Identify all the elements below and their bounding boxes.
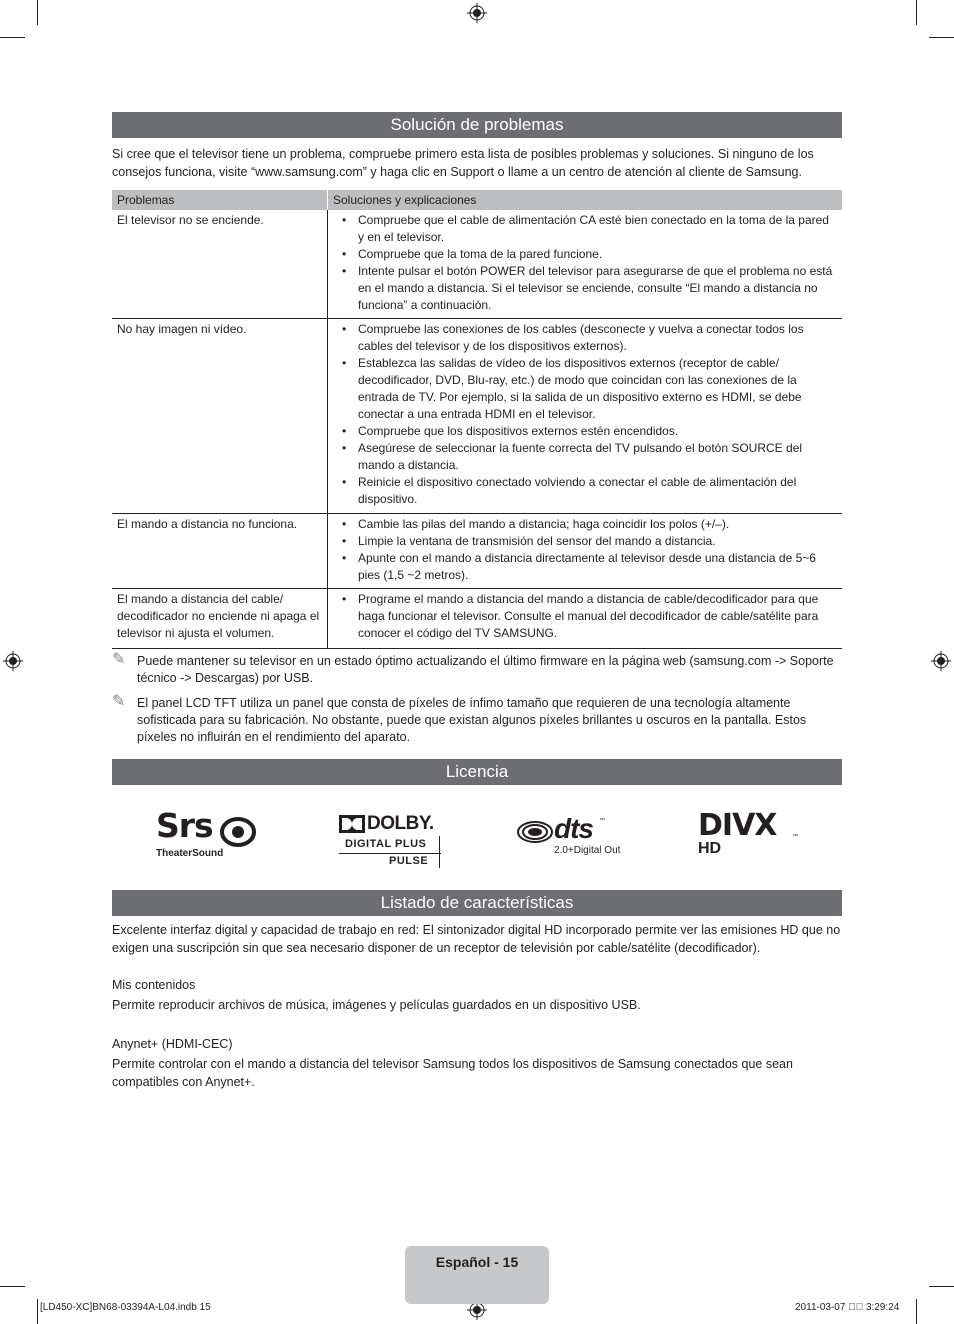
solutions-cell [328, 589, 843, 649]
solution-item: • Apunte con el mando a distancia directamente al televisor desde una distancia de 5~6 pies (1,5 ~2 metros). [333, 550, 837, 584]
crop-mark [37, 1299, 38, 1324]
crop-mark [929, 37, 954, 38]
troubleshooting-table [112, 190, 842, 649]
table-row [112, 210, 842, 319]
divx-hd-logo [698, 808, 802, 860]
troubleshooting-intro: Si cree que el televisor tiene un problema, compruebe primero esta lista de posibles problemas y soluciones. Si ninguno de los consejos funciona, visite “www.samsung.com” y haga clic en Support o llame a un centro de atención al cliente de Samsung. [112, 147, 814, 179]
section-title-features: Listado de características [112, 890, 842, 916]
dolby-logo-line2: PULSE [389, 855, 429, 867]
dts-tm: ™ [599, 818, 605, 824]
table-header-solutions: Soluciones y explicaciones [328, 190, 843, 210]
solution-item: • Programe el mando a distancia del mando a distancia de cable/decodificador para que haga funcionar el televisor. Consulte el manual del decodificador de cable/satélite para conocer el código del TV SAMSUNG. [333, 591, 837, 642]
feature-title: Mis contenidos [112, 978, 196, 992]
feature-text: Permite controlar con el mando a distancia del televisor Samsung todos los dispositivos de Samsung conectados que sean compatibles con Anynet+. [112, 1057, 793, 1089]
section-title-license: Licencia [112, 759, 842, 785]
note-text: El panel LCD TFT utiliza un panel que consta de píxeles de ínfimo tamaño que requieren de una tecnología altamente sofisticada para su fabricación. No obstante, puede que existan algunos píxeles brillantes u oscuros en la pantalla. Estos píxeles no influirán en el rendimiento del aparato. [137, 696, 807, 744]
pencil-note-icon: ✎ [112, 693, 126, 710]
feature-text: Permite reproducir archivos de música, imágenes y películas guardados en un dispositivo USB. [112, 998, 641, 1012]
table-row [112, 319, 842, 514]
table-row [112, 589, 842, 649]
dts-logo-sub: 2.0+Digital Out [554, 845, 621, 856]
solutions-cell [328, 319, 843, 514]
crop-mark [916, 1299, 917, 1324]
srs-logo-sub: TheaterSound [156, 848, 224, 859]
registration-mark-icon [931, 651, 951, 671]
registration-mark-icon [467, 3, 487, 23]
dts-logo-mark: dts [554, 813, 593, 844]
problem-cell: No hay imagen ni vídeo. [112, 319, 328, 514]
note-text: Puede mantener su televisor en un estado óptimo actualizando el último firmware en la página web (samsung.com -> Soporte técnico -> Descargas) por USB. [137, 654, 834, 685]
dolby-divider [439, 836, 440, 868]
dolby-logo-line1: DIGITAL PLUS [345, 838, 427, 850]
solutions-cell [328, 514, 843, 589]
solution-item: • Compruebe que los dispositivos externos estén encendidos. [333, 423, 837, 440]
srs-eye-icon [220, 817, 256, 847]
problem-cell: El mando a distancia no funciona. [112, 514, 328, 589]
solution-item: • Asegúrese de seleccionar la fuente correcta del TV pulsando el botón SOURCE del mando a distancia. [333, 440, 837, 474]
print-slug-right: 2011-03-07 ￿￿ 3:29:24 [795, 1302, 900, 1313]
dolby-double-d-icon [339, 815, 365, 833]
note [112, 653, 842, 687]
print-slug-left: [LD450-XC]BN68-03394A-L04.indb 15 [40, 1302, 211, 1313]
crop-mark [0, 1286, 25, 1287]
solutions-cell [328, 210, 843, 319]
table-header-problems: Problemas [112, 190, 328, 210]
srs-theatersound-logo [156, 806, 266, 864]
solution-item: • Establezca las salidas de vídeo de los dispositivos externos (receptor de cable/ decodificador, DVD, Blu-ray, etc.) de modo que coincidan con las conexiones de la entrada de TV. Por ejemplo, si la salida de un dispositivo externo es HDMI, se debe conectar a una entrada HDMI en el televisor. [333, 355, 837, 423]
dolby-logo-mark: DOLBY. [367, 813, 434, 834]
table-row [112, 514, 842, 589]
feature-title: Anynet+ (HDMI-CEC) [112, 1037, 233, 1051]
crop-mark [0, 37, 25, 38]
problem-cell: El mando a distancia del cable/ decodificador no enciende ni apaga el televisor ni ajusta el volumen. [112, 589, 328, 649]
solution-item: • Limpie la ventana de transmisión del sensor del mando a distancia. [333, 533, 837, 550]
features-intro: Excelente interfaz digital y capacidad de trabajo en red: El sintonizador digital HD incorporado permite ver las emisiones HD que no exigen una suscripción sin que sea necesario disponer de un receptor de televisión por cable/satélite (decodificador). [112, 923, 841, 955]
dolby-digital-plus-logo [339, 814, 443, 870]
solution-item: • Intente pulsar el botón POWER del televisor para asegurarse de que el problema no está en el mando a distancia. Si el televisor se enciende, consulte “El mando a distancia no funciona” a continuación. [333, 263, 837, 314]
divx-logo-mark: DIVX [698, 808, 777, 843]
registration-mark-icon [3, 651, 23, 671]
dolby-divider [339, 853, 441, 854]
solution-item: • Cambie las pilas del mando a distancia; haga coincidir los polos (+/–). [333, 516, 837, 533]
dts-logo [517, 813, 627, 860]
srs-logo-mark: Srs [156, 806, 213, 845]
problem-cell: El televisor no se enciende. [112, 210, 328, 319]
note [112, 695, 842, 746]
solution-item: • Compruebe que el cable de alimentación CA esté bien conectado en la toma de la pared y en el televisor. [333, 212, 837, 246]
solution-item: • Compruebe las conexiones de los cables (desconecte y vuelva a conectar todos los cables del televisor y de los dispositivos externos). [333, 321, 837, 355]
crop-mark [916, 0, 917, 25]
divx-logo-sub: HD [698, 840, 722, 857]
crop-mark [37, 0, 38, 25]
pencil-note-icon: ✎ [112, 651, 126, 668]
solution-item: • Reinicie el dispositivo conectado volviendo a conectar el cable de alimentación del dispositivo. [333, 474, 837, 508]
solution-item: • Compruebe que la toma de la pared funcione. [333, 246, 837, 263]
section-title-troubleshooting: Solución de problemas [112, 112, 842, 138]
crop-mark [929, 1286, 954, 1287]
divx-tm: ™ [792, 834, 798, 840]
dts-wave-icon [517, 820, 553, 844]
page-number-tab: Español - 15 [405, 1246, 549, 1304]
